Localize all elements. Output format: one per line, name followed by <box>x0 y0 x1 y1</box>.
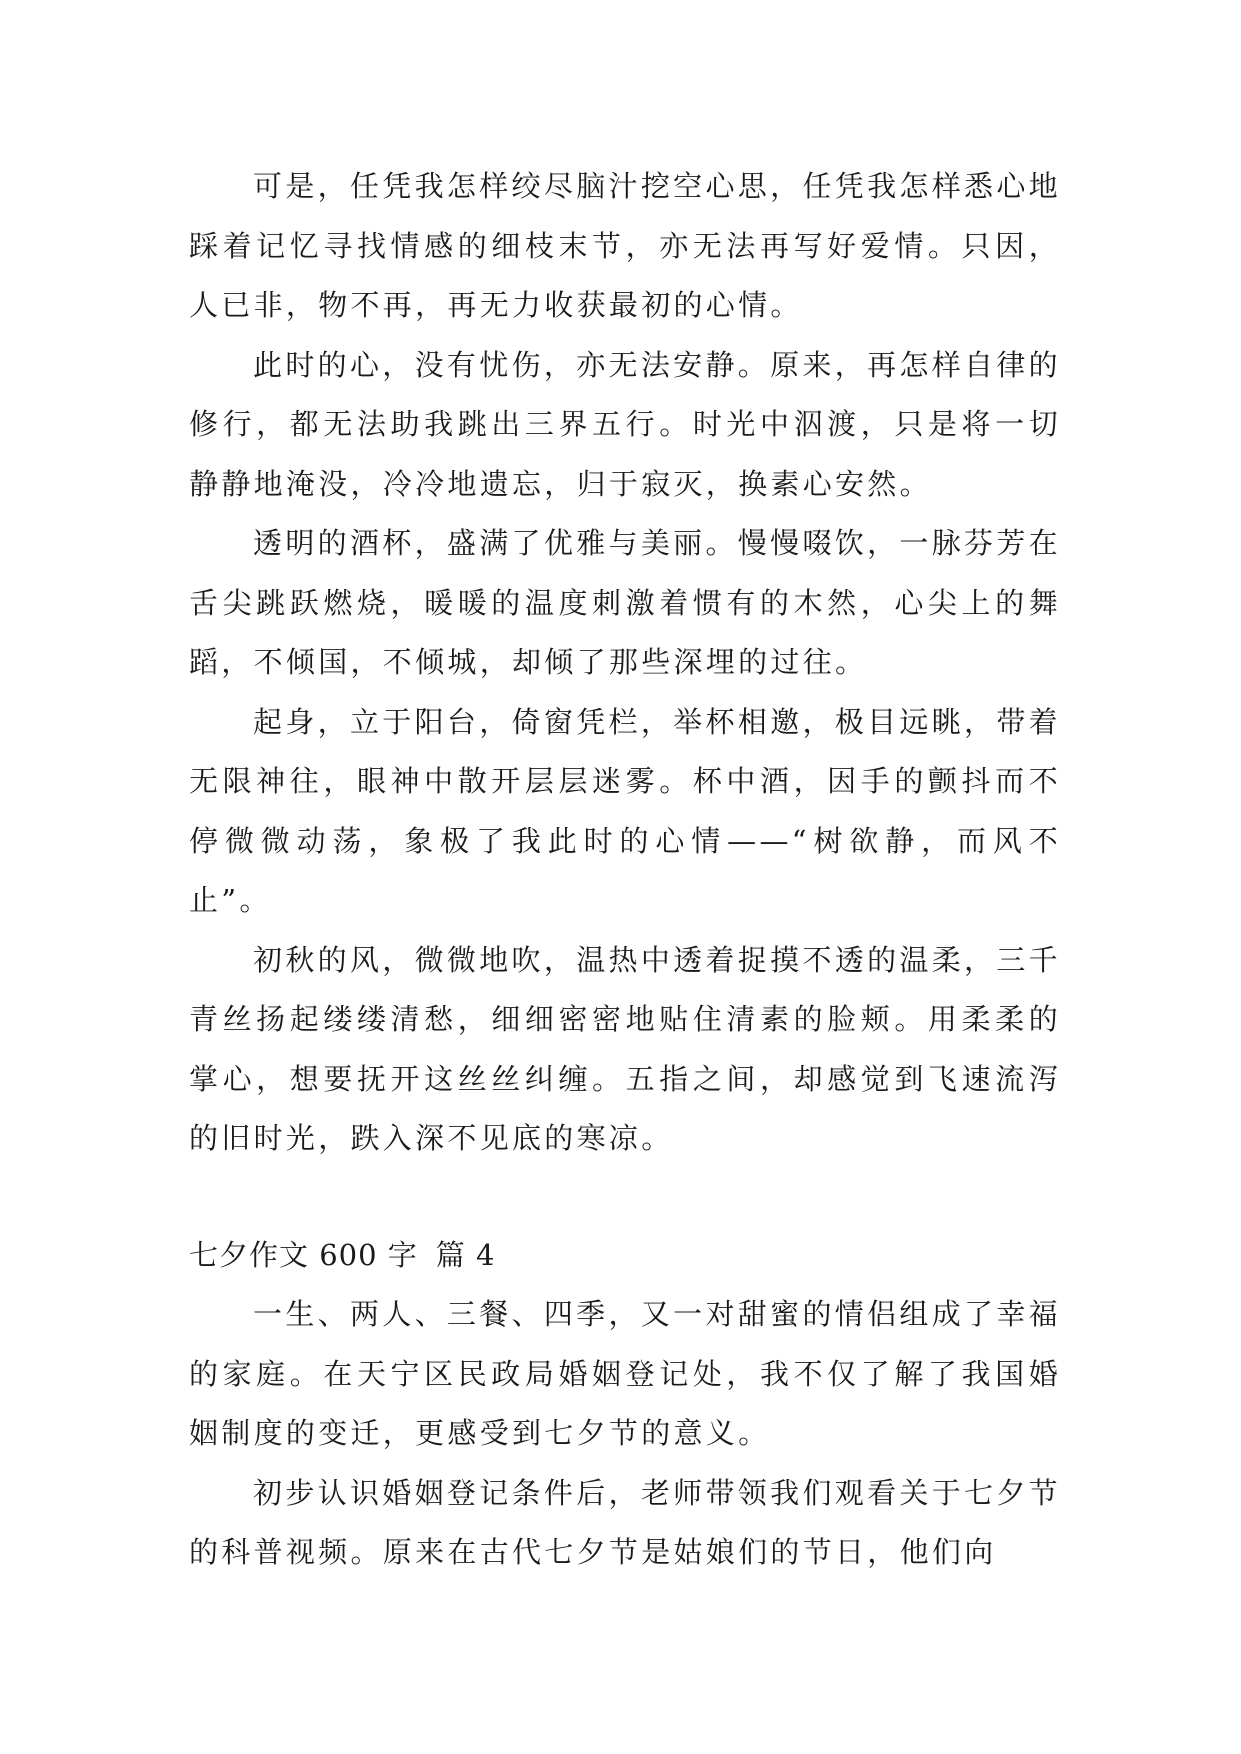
section-heading <box>189 1226 1061 1286</box>
paragraph: 一生、两人、三餐、四季，又一对甜蜜的情侣组成了幸福的家庭。在天宁区民政局婚姻登记处，我不仅了解了我国婚姻制度的变迁，更感受到七夕节的意义。 <box>189 1297 1061 1450</box>
section-title-text: 七夕作文 600 字 <box>189 1237 418 1272</box>
paragraph: 此时的心，没有忧伤，亦无法安静。原来，再怎样自律的修行，都无法助我跳出三界五行。时光中泅渡，只是将一切静静地淹没，冷冷地遗忘，归于寂灭，换素心安然。 <box>189 347 1061 501</box>
paragraph: 初秋的风，微微地吹，温热中透着捉摸不透的温柔，三千青丝扬起缕缕清愁，细细密密地贴住清素的脸颊。用柔柔的掌心，想要抚开这丝丝纠缠。五指之间，却感觉到飞速流泻的旧时光，跌入深不见底的寒凉。 <box>189 942 1061 1155</box>
paragraph: 起身，立于阳台，倚窗凭栏，举杯相邀，极目远眺，带着无限神往，眼神中散开层层迷雾。杯中酒，因手的颤抖而不停微微动荡，象极了我此时的心情——“树欲静，而风不止”。 <box>189 704 1061 917</box>
paragraph: 可是，任凭我怎样绞尽脑汁挖空心思，任凭我怎样悉心地踩着记忆寻找情感的细枝末节，亦无法再写好爱情。只因，人已非，物不再，再无力收获最初的心情。 <box>189 169 1061 322</box>
section-label: 篇 4 <box>435 1237 496 1272</box>
document-body <box>189 157 1061 1583</box>
paragraph: 透明的酒杯，盛满了优雅与美丽。慢慢啜饮，一脉芬芳在舌尖跳跃燃烧，暖暖的温度刺激着惯有的木然，心尖上的舞蹈，不倾国，不倾城，却倾了那些深埋的过往。 <box>189 526 1061 679</box>
paragraph: 初步认识婚姻登记条件后，老师带领我们观看关于七夕节的科普视频。原来在古代七夕节是姑娘们的节日，他们向 <box>189 1475 1061 1569</box>
